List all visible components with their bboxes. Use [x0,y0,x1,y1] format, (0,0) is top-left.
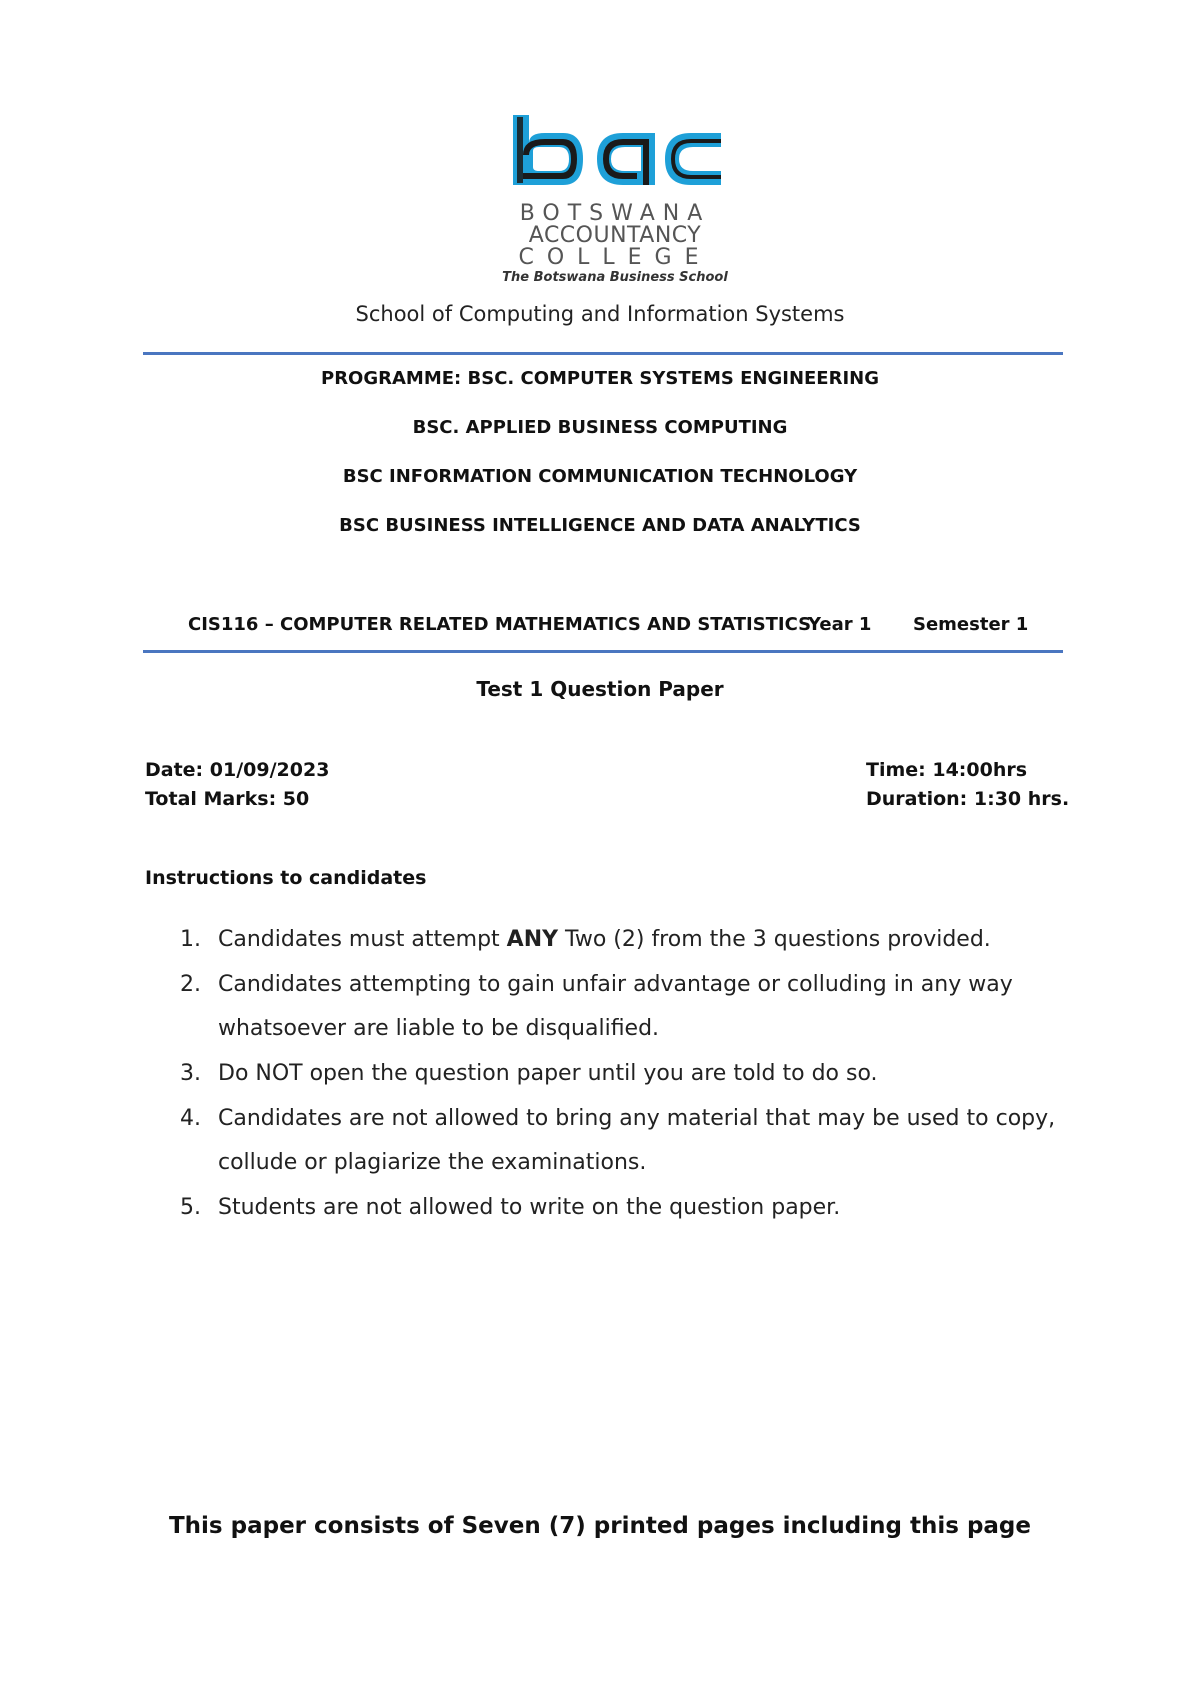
instruction-emphasis: ANY [506,927,559,952]
instruction-text: Do NOT open the question paper until you are told to do so. [218,1061,878,1086]
total-marks: Total Marks: 50 [145,788,310,810]
course-divider [143,650,1063,653]
instruction-item [170,918,1070,962]
instruction-text: Candidates are not allowed to bring any material that may be used to copy, collude or plagiarize the examinations. [218,1106,1056,1175]
paper-title: Test 1 Question Paper [476,677,724,701]
course-info-row [188,614,1028,640]
programme-line-2: BSC. APPLIED BUSINESS COMPUTING [412,417,788,438]
instruction-item [170,1097,1070,1185]
bac-logo-icon [505,115,725,200]
instruction-number: 2. [180,972,201,997]
instructions-heading: Instructions to candidates [145,867,427,889]
instructions-list [170,918,1070,1231]
logo-tagline: The Botswana Business School [502,270,728,285]
logo-line-accountancy: ACCOUNTANCY [528,223,702,248]
instruction-number: 5. [180,1195,201,1220]
college-logo [500,115,730,290]
exam-meta-right [866,756,1069,814]
instruction-text: Candidates must attempt [218,927,507,952]
instruction-text: Students are not allowed to write on the question paper. [218,1195,841,1220]
course-year: Year 1 [808,614,872,635]
exam-meta-left [145,756,329,814]
top-divider [143,352,1063,355]
course-title: CIS116 – COMPUTER RELATED MATHEMATICS AND STATISTICS [188,614,812,635]
exam-time: Time: 14:00hrs [866,759,1028,781]
logo-line-botswana: BOTSWANA [519,201,711,226]
programme-line-4: BSC BUSINESS INTELLIGENCE AND DATA ANALYTICS [339,515,861,536]
instruction-number: 1. [180,927,201,952]
programme-line-1: PROGRAMME: BSC. COMPUTER SYSTEMS ENGINEERING [321,368,879,389]
instruction-item [170,963,1070,1051]
instruction-text: Two (2) from the 3 questions provided. [558,927,991,952]
logo-line-college: COLLEGE [518,245,712,270]
instruction-number: 4. [180,1106,201,1131]
instruction-item [170,1186,1070,1230]
instruction-text: Candidates attempting to gain unfair advantage or colluding in any way whatsoever are liable to be disqualified. [218,972,1013,1041]
exam-date: Date: 01/09/2023 [145,759,330,781]
school-name: School of Computing and Information Systems [355,302,845,326]
instruction-item [170,1052,1070,1096]
course-semester: Semester 1 [913,614,1029,635]
programme-line-3: BSC INFORMATION COMMUNICATION TECHNOLOGY [342,466,858,487]
instruction-number: 3. [180,1061,201,1086]
exam-duration: Duration: 1:30 hrs. [866,788,1070,810]
page-count-footer: This paper consists of Seven (7) printed pages including this page [168,1513,1031,1539]
